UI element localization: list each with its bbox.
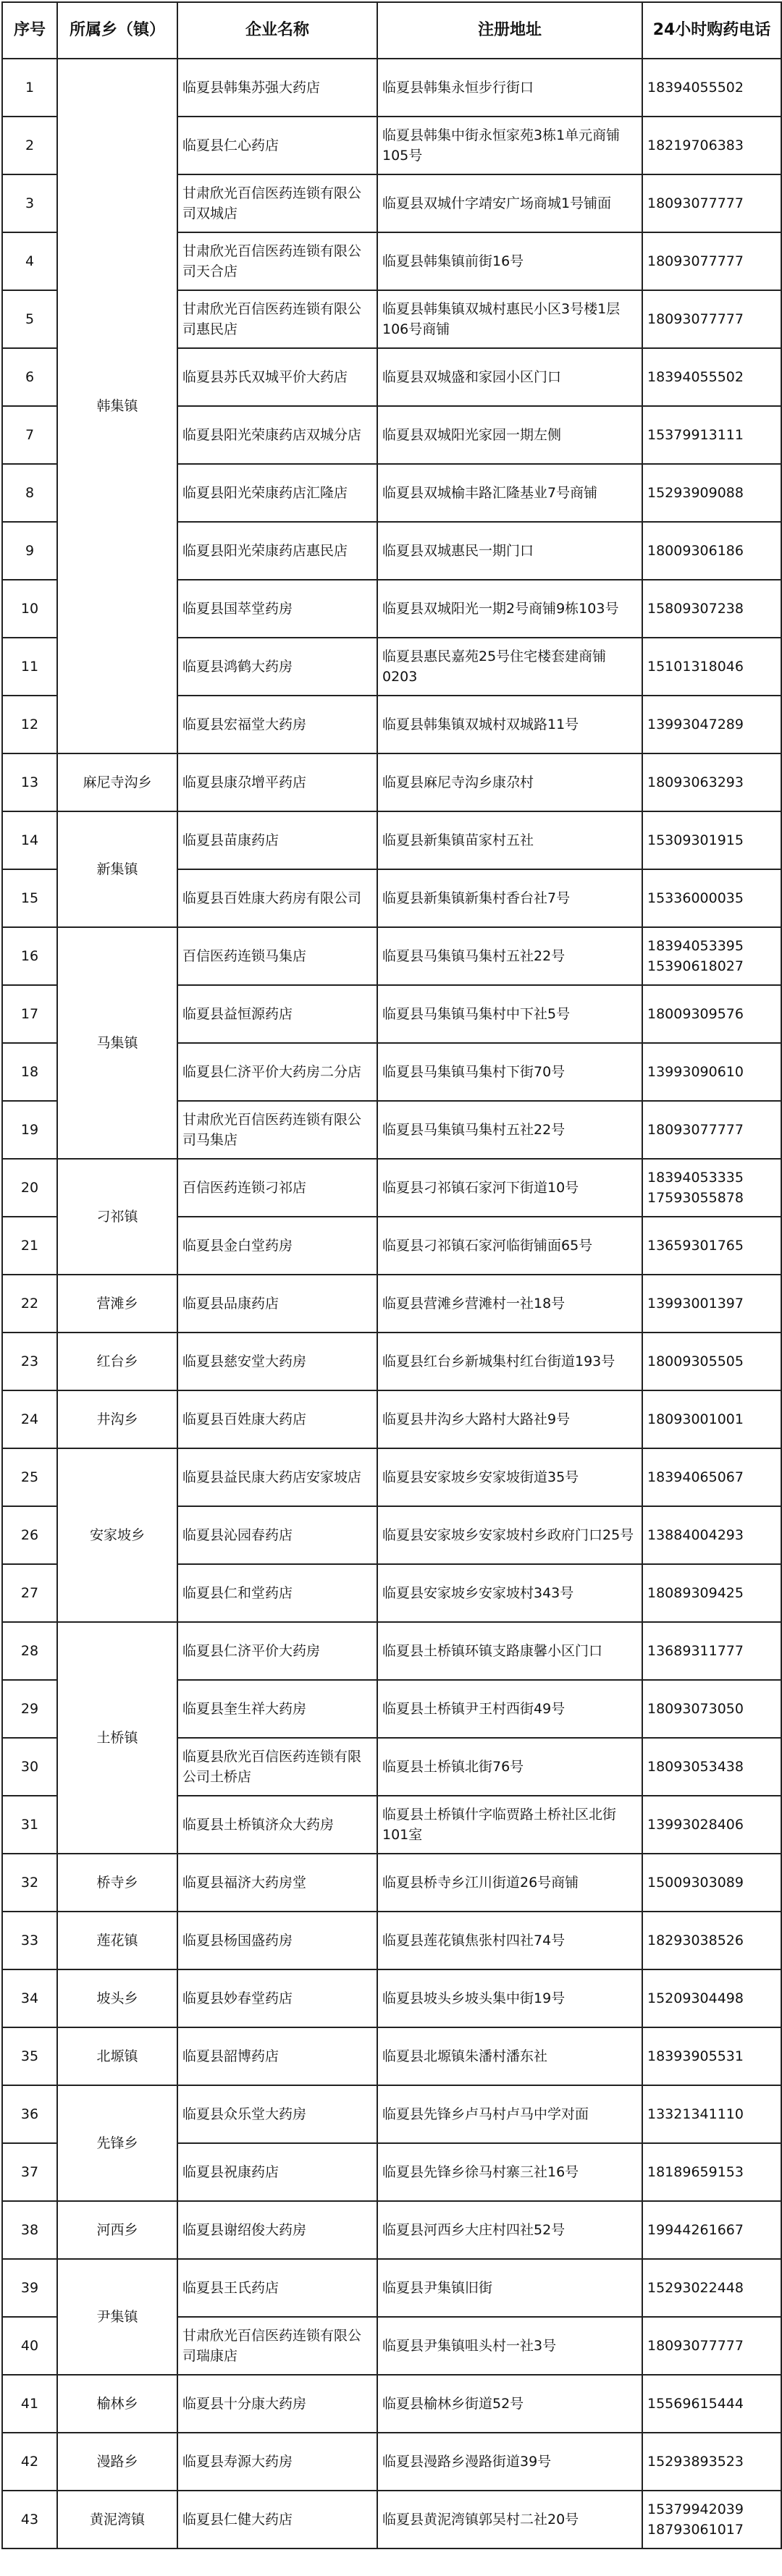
phone-cell <box>642 1217 781 1275</box>
phone-number: 15809307238 <box>647 601 744 617</box>
table-row <box>2 753 781 811</box>
row-number: 40 <box>2 2317 57 2375</box>
phone-cell <box>642 2491 781 2548</box>
company-name: 临夏县金白堂药房 <box>177 1217 377 1275</box>
registered-address: 临夏县双城榆丰路汇隆基业7号商铺 <box>377 464 642 522</box>
town-cell: 安家坡乡 <box>57 1448 177 1622</box>
phone-number: 18093077777 <box>647 1122 744 1138</box>
phone-number: 18009305505 <box>647 1354 744 1369</box>
town-cell: 桥寺乡 <box>57 1854 177 1912</box>
table-row <box>2 2259 781 2317</box>
company-name: 临夏县百姓康大药房有限公司 <box>177 869 377 927</box>
company-name: 临夏县阳光荣康药店双城分店 <box>177 406 377 464</box>
phone-cell <box>642 638 781 696</box>
row-number: 19 <box>2 1101 57 1159</box>
row-number: 30 <box>2 1738 57 1796</box>
registered-address: 临夏县营滩乡营滩村一社18号 <box>377 1275 642 1333</box>
registered-address: 临夏县尹集镇咀头村一社3号 <box>377 2317 642 2375</box>
company-name: 甘肃欣光百信医药连锁有限公司瑞康店 <box>177 2317 377 2375</box>
company-name: 临夏县祝康药店 <box>177 2143 377 2201</box>
company-name: 临夏县国萃堂药房 <box>177 580 377 638</box>
town-cell: 营滩乡 <box>57 1275 177 1333</box>
phone-cell <box>642 2375 781 2433</box>
phone-cell <box>642 522 781 580</box>
phone-number: 18394065067 <box>647 1469 744 1485</box>
registered-address: 临夏县双城什字靖安广场商城1号铺面 <box>377 174 642 232</box>
phone-number: 13993001397 <box>647 1296 744 1312</box>
table-row <box>2 2085 781 2143</box>
phone-number: 18394055502 <box>647 369 744 385</box>
phone-number: 15293893523 <box>647 2454 744 2470</box>
phone-cell <box>642 174 781 232</box>
registered-address: 临夏县马集镇马集村五社22号 <box>377 1101 642 1159</box>
company-name: 临夏县杨国盛药房 <box>177 1912 377 1969</box>
row-number: 39 <box>2 2259 57 2317</box>
registered-address: 临夏县土桥镇什字临贾路土桥社区北街101室 <box>377 1796 642 1854</box>
phone-number: 17593055878 <box>647 1190 744 1206</box>
registered-address: 临夏县双城惠民一期门口 <box>377 522 642 580</box>
phone-number: 18093053438 <box>647 1759 744 1775</box>
registered-address: 临夏县黄泥湾镇郭吴村二社20号 <box>377 2491 642 2548</box>
company-name: 临夏县妙春堂药店 <box>177 1969 377 2027</box>
town-cell: 先锋乡 <box>57 2085 177 2201</box>
town-cell: 红台乡 <box>57 1333 177 1390</box>
company-name: 临夏县仁济平价大药房二分店 <box>177 1043 377 1101</box>
phone-number: 13993090610 <box>647 1064 744 1080</box>
town-cell: 漫路乡 <box>57 2433 177 2491</box>
table-row <box>2 59 781 117</box>
registered-address: 临夏县马集镇马集村下街70号 <box>377 1043 642 1101</box>
town-cell: 黄泥湾镇 <box>57 2491 177 2548</box>
table-row <box>2 2433 781 2491</box>
header-no: 序号 <box>2 2 57 59</box>
table-body <box>2 59 781 2548</box>
row-number: 13 <box>2 753 57 811</box>
phone-number: 18293038526 <box>647 1933 744 1948</box>
phone-number: 15379942039 <box>647 2501 744 2517</box>
company-name: 临夏县众乐堂大药房 <box>177 2085 377 2143</box>
registered-address: 临夏县韩集镇前街16号 <box>377 232 642 290</box>
phone-cell <box>642 406 781 464</box>
header-name: 企业名称 <box>177 2 377 59</box>
registered-address: 临夏县韩集镇双城村双城路11号 <box>377 696 642 753</box>
phone-number: 15009303089 <box>647 1875 744 1891</box>
phone-cell <box>642 1448 781 1506</box>
town-cell: 井沟乡 <box>57 1390 177 1448</box>
table-row <box>2 1912 781 1969</box>
town-cell: 韩集镇 <box>57 59 177 753</box>
company-name: 临夏县沁园春药店 <box>177 1506 377 1564</box>
phone-cell <box>642 1333 781 1390</box>
row-number: 8 <box>2 464 57 522</box>
row-number: 34 <box>2 1969 57 2027</box>
registered-address: 临夏县红台乡新城集村红台街道193号 <box>377 1333 642 1390</box>
company-name: 甘肃欣光百信医药连锁有限公司惠民店 <box>177 290 377 348</box>
registered-address: 临夏县桥寺乡江川街道26号商铺 <box>377 1854 642 1912</box>
town-cell: 麻尼寺沟乡 <box>57 753 177 811</box>
registered-address: 临夏县坡头乡坡头集中街19号 <box>377 1969 642 2027</box>
row-number: 1 <box>2 59 57 117</box>
phone-number: 18393905531 <box>647 2048 744 2064</box>
phone-cell <box>642 1159 781 1217</box>
table-row <box>2 1969 781 2027</box>
row-number: 7 <box>2 406 57 464</box>
company-name: 临夏县阳光荣康药店汇隆店 <box>177 464 377 522</box>
phone-number: 18093077777 <box>647 2338 744 2354</box>
row-number: 28 <box>2 1622 57 1680</box>
phone-cell <box>642 753 781 811</box>
phone-cell <box>642 1101 781 1159</box>
phone-cell <box>642 580 781 638</box>
company-name: 临夏县益恒源药店 <box>177 985 377 1043</box>
row-number: 2 <box>2 117 57 174</box>
company-name: 临夏县欣光百信医药连锁有限公司土桥店 <box>177 1738 377 1796</box>
row-number: 16 <box>2 927 57 985</box>
registered-address: 临夏县新集镇苗家村五社 <box>377 811 642 869</box>
table-row <box>2 2491 781 2548</box>
registered-address: 临夏县韩集镇双城村惠民小区3号楼1层106号商铺 <box>377 290 642 348</box>
phone-cell <box>642 2027 781 2085</box>
phone-number: 13321341110 <box>647 2106 744 2122</box>
row-number: 32 <box>2 1854 57 1912</box>
row-number: 23 <box>2 1333 57 1390</box>
phone-cell <box>642 59 781 117</box>
company-name: 临夏县寿源大药房 <box>177 2433 377 2491</box>
registered-address: 临夏县安家坡乡安家坡街道35号 <box>377 1448 642 1506</box>
phone-number: 18093077777 <box>647 253 744 269</box>
phone-cell <box>642 464 781 522</box>
table-row <box>2 1448 781 1506</box>
phone-number: 18189659153 <box>647 2164 744 2180</box>
registered-address: 临夏县双城阳光一期2号商铺9栋103号 <box>377 580 642 638</box>
row-number: 26 <box>2 1506 57 1564</box>
row-number: 17 <box>2 985 57 1043</box>
phone-cell <box>642 1680 781 1738</box>
registered-address: 临夏县韩集中街永恒家苑3栋1单元商铺105号 <box>377 117 642 174</box>
registered-address: 临夏县惠民嘉苑25号住宅楼套建商铺0203 <box>377 638 642 696</box>
phone-cell <box>642 1796 781 1854</box>
phone-cell <box>642 232 781 290</box>
phone-cell <box>642 927 781 985</box>
phone-number: 13884004293 <box>647 1527 744 1543</box>
registered-address: 临夏县河西乡大庄村四社52号 <box>377 2201 642 2259</box>
row-number: 24 <box>2 1390 57 1448</box>
table-row <box>2 927 781 985</box>
registered-address: 临夏县莲花镇焦张村四社74号 <box>377 1912 642 1969</box>
row-number: 10 <box>2 580 57 638</box>
phone-number: 18793061017 <box>647 2522 744 2538</box>
company-name: 百信医药连锁马集店 <box>177 927 377 985</box>
registered-address: 临夏县双城盛和家园小区门口 <box>377 348 642 406</box>
row-number: 14 <box>2 811 57 869</box>
row-number: 25 <box>2 1448 57 1506</box>
row-number: 41 <box>2 2375 57 2433</box>
phone-cell <box>642 290 781 348</box>
row-number: 27 <box>2 1564 57 1622</box>
phone-cell <box>642 1506 781 1564</box>
phone-number: 18093063293 <box>647 774 744 790</box>
row-number: 11 <box>2 638 57 696</box>
phone-number: 13993028406 <box>647 1817 744 1833</box>
row-number: 29 <box>2 1680 57 1738</box>
company-name: 甘肃欣光百信医药连锁有限公司马集店 <box>177 1101 377 1159</box>
row-number: 5 <box>2 290 57 348</box>
row-number: 37 <box>2 2143 57 2201</box>
phone-cell <box>642 2201 781 2259</box>
phone-number: 15293909088 <box>647 485 744 501</box>
company-name: 临夏县康尕增平药店 <box>177 753 377 811</box>
town-cell: 新集镇 <box>57 811 177 927</box>
phone-number: 18009309576 <box>647 1006 744 1022</box>
row-number: 36 <box>2 2085 57 2143</box>
row-number: 43 <box>2 2491 57 2548</box>
header-phone: 24小时购药电话 <box>642 2 781 59</box>
phone-number: 19944261667 <box>647 2222 744 2238</box>
table-row <box>2 1159 781 1217</box>
phone-cell <box>642 1043 781 1101</box>
phone-number: 15336000035 <box>647 890 744 906</box>
pharmacy-table <box>1 1 782 2549</box>
company-name: 临夏县韩集苏强大药店 <box>177 59 377 117</box>
phone-cell <box>642 869 781 927</box>
phone-cell <box>642 2143 781 2201</box>
row-number: 33 <box>2 1912 57 1969</box>
phone-number: 18093077777 <box>647 311 744 327</box>
registered-address: 临夏县马集镇马集村中下社5号 <box>377 985 642 1043</box>
registered-address: 临夏县麻尼寺沟乡康尕村 <box>377 753 642 811</box>
company-name: 临夏县十分康大药房 <box>177 2375 377 2433</box>
phone-number: 18089309425 <box>647 1585 744 1601</box>
table-row <box>2 1390 781 1448</box>
registered-address: 临夏县北塬镇朱潘村潘东社 <box>377 2027 642 2085</box>
company-name: 临夏县仁健大药店 <box>177 2491 377 2548</box>
table-row <box>2 1622 781 1680</box>
company-name: 甘肃欣光百信医药连锁有限公司天合店 <box>177 232 377 290</box>
registered-address: 临夏县双城阳光家园一期左侧 <box>377 406 642 464</box>
company-name: 临夏县仁和堂药店 <box>177 1564 377 1622</box>
registered-address: 临夏县土桥镇北街76号 <box>377 1738 642 1796</box>
table-row <box>2 2201 781 2259</box>
company-name: 临夏县品康药店 <box>177 1275 377 1333</box>
town-cell: 榆林乡 <box>57 2375 177 2433</box>
town-cell: 尹集镇 <box>57 2259 177 2375</box>
phone-number: 15390618027 <box>647 958 744 974</box>
company-name: 甘肃欣光百信医药连锁有限公司双城店 <box>177 174 377 232</box>
header-address: 注册地址 <box>377 2 642 59</box>
town-cell: 刁祁镇 <box>57 1159 177 1275</box>
town-cell: 坡头乡 <box>57 1969 177 2027</box>
registered-address: 临夏县安家坡乡安家坡村乡政府门口25号 <box>377 1506 642 1564</box>
phone-cell <box>642 348 781 406</box>
company-name: 临夏县苏氏双城平价大药店 <box>177 348 377 406</box>
phone-cell <box>642 2085 781 2143</box>
phone-cell <box>642 2433 781 2491</box>
row-number: 4 <box>2 232 57 290</box>
registered-address: 临夏县井沟乡大路村大路社9号 <box>377 1390 642 1448</box>
company-name: 临夏县益民康大药店安家坡店 <box>177 1448 377 1506</box>
header-row <box>2 2 781 59</box>
row-number: 12 <box>2 696 57 753</box>
phone-cell <box>642 2317 781 2375</box>
phone-cell <box>642 1564 781 1622</box>
company-name: 临夏县阳光荣康药店惠民店 <box>177 522 377 580</box>
phone-number: 18394053395 <box>647 938 744 954</box>
company-name: 百信医药连锁刁祁店 <box>177 1159 377 1217</box>
company-name: 临夏县福济大药房堂 <box>177 1854 377 1912</box>
phone-cell <box>642 1390 781 1448</box>
company-name: 临夏县慈安堂大药房 <box>177 1333 377 1390</box>
registered-address: 临夏县尹集镇旧街 <box>377 2259 642 2317</box>
registered-address: 临夏县土桥镇尹王村西街49号 <box>377 1680 642 1738</box>
company-name: 临夏县仁济平价大药房 <box>177 1622 377 1680</box>
row-number: 21 <box>2 1217 57 1275</box>
row-number: 38 <box>2 2201 57 2259</box>
table-row <box>2 2375 781 2433</box>
phone-number: 18009306186 <box>647 543 744 559</box>
phone-number: 15569615444 <box>647 2396 744 2412</box>
row-number: 31 <box>2 1796 57 1854</box>
phone-number: 18394053335 <box>647 1170 744 1186</box>
phone-cell <box>642 696 781 753</box>
registered-address: 临夏县土桥镇环镇支路康馨小区门口 <box>377 1622 642 1680</box>
phone-cell <box>642 1912 781 1969</box>
table-row <box>2 1275 781 1333</box>
registered-address: 临夏县刁祁镇石家河下街道10号 <box>377 1159 642 1217</box>
registered-address: 临夏县安家坡乡安家坡村343号 <box>377 1564 642 1622</box>
table-row <box>2 1854 781 1912</box>
table-row <box>2 1333 781 1390</box>
registered-address: 临夏县先锋乡卢马村卢马中学对面 <box>377 2085 642 2143</box>
table-row <box>2 811 781 869</box>
company-name: 临夏县谢绍俊大药房 <box>177 2201 377 2259</box>
header-town: 所属乡（镇） <box>57 2 177 59</box>
row-number: 20 <box>2 1159 57 1217</box>
phone-number: 15293022448 <box>647 2280 744 2296</box>
phone-number: 18093001001 <box>647 1411 744 1427</box>
row-number: 42 <box>2 2433 57 2491</box>
phone-number: 18219706383 <box>647 138 744 153</box>
town-cell: 土桥镇 <box>57 1622 177 1854</box>
phone-cell <box>642 985 781 1043</box>
phone-number: 13993047289 <box>647 717 744 732</box>
phone-cell <box>642 1738 781 1796</box>
registered-address: 临夏县新集镇新集村香台社7号 <box>377 869 642 927</box>
town-cell: 莲花镇 <box>57 1912 177 1969</box>
registered-address: 临夏县先锋乡徐马村寨三社16号 <box>377 2143 642 2201</box>
registered-address: 临夏县刁祁镇石家河临街铺面65号 <box>377 1217 642 1275</box>
company-name: 临夏县百姓康大药店 <box>177 1390 377 1448</box>
phone-number: 18093073050 <box>647 1701 744 1717</box>
phone-number: 15209304498 <box>647 1990 744 2006</box>
company-name: 临夏县王氏药店 <box>177 2259 377 2317</box>
company-name: 临夏县仁心药店 <box>177 117 377 174</box>
phone-cell <box>642 1275 781 1333</box>
phone-number: 13689311777 <box>647 1643 744 1659</box>
row-number: 35 <box>2 2027 57 2085</box>
phone-cell <box>642 1622 781 1680</box>
row-number: 6 <box>2 348 57 406</box>
company-name: 临夏县奎生祥大药房 <box>177 1680 377 1738</box>
company-name: 临夏县韶博药店 <box>177 2027 377 2085</box>
town-cell: 河西乡 <box>57 2201 177 2259</box>
company-name: 临夏县鸿鹤大药房 <box>177 638 377 696</box>
phone-number: 15309301915 <box>647 832 744 848</box>
row-number: 22 <box>2 1275 57 1333</box>
row-number: 18 <box>2 1043 57 1101</box>
phone-number: 18093077777 <box>647 195 744 211</box>
town-cell: 马集镇 <box>57 927 177 1159</box>
company-name: 临夏县宏福堂大药房 <box>177 696 377 753</box>
row-number: 3 <box>2 174 57 232</box>
company-name: 临夏县土桥镇济众大药房 <box>177 1796 377 1854</box>
row-number: 9 <box>2 522 57 580</box>
registered-address: 临夏县榆林乡街道52号 <box>377 2375 642 2433</box>
company-name: 临夏县苗康药店 <box>177 811 377 869</box>
registered-address: 临夏县马集镇马集村五社22号 <box>377 927 642 985</box>
table-row <box>2 2027 781 2085</box>
phone-number: 18394055502 <box>647 80 744 96</box>
phone-cell <box>642 1854 781 1912</box>
registered-address: 临夏县漫路乡漫路街道39号 <box>377 2433 642 2491</box>
phone-cell <box>642 117 781 174</box>
phone-cell <box>642 811 781 869</box>
row-number: 15 <box>2 869 57 927</box>
registered-address: 临夏县韩集永恒步行街口 <box>377 59 642 117</box>
phone-cell <box>642 1969 781 2027</box>
phone-cell <box>642 2259 781 2317</box>
town-cell: 北塬镇 <box>57 2027 177 2085</box>
phone-number: 13659301765 <box>647 1238 744 1254</box>
phone-number: 15379913111 <box>647 427 744 443</box>
phone-number: 15101318046 <box>647 659 744 675</box>
